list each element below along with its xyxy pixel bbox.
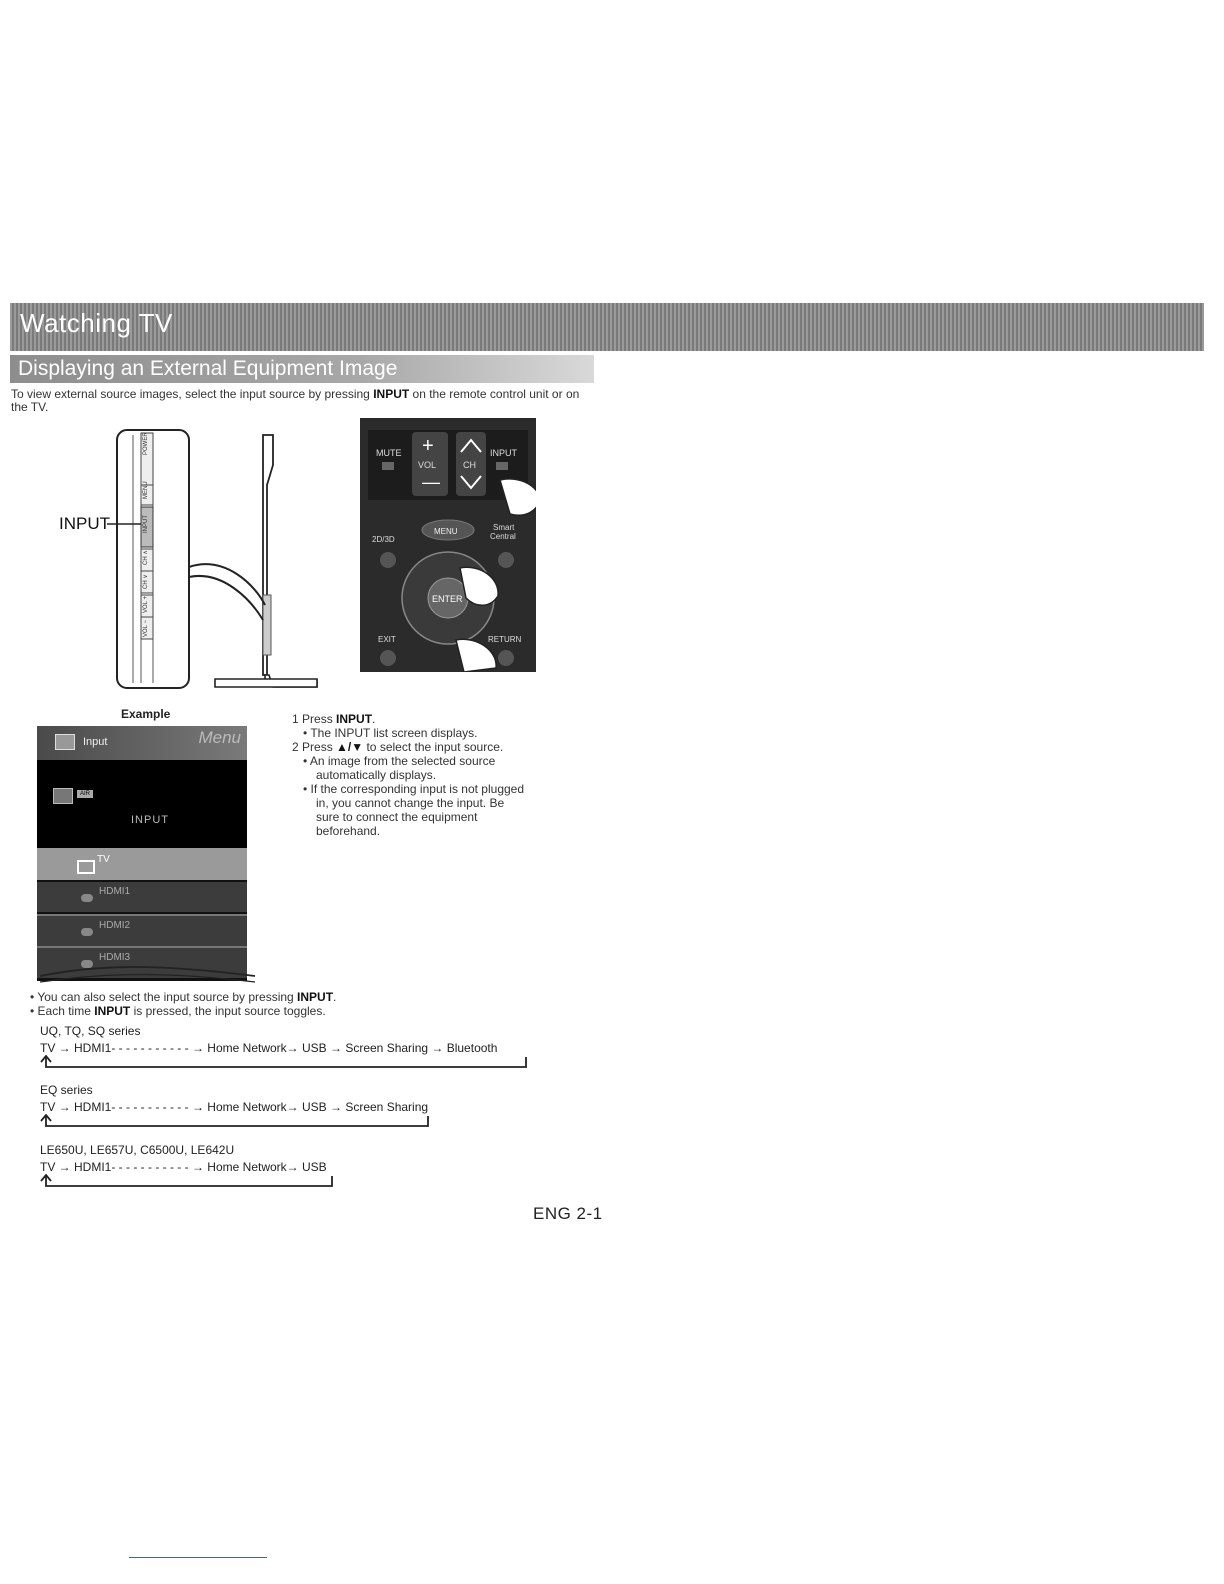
list-item-label: HDMI3 (99, 952, 131, 963)
remote-smart-label: Smart (493, 523, 515, 532)
example-label: Example (121, 707, 171, 721)
remote-illustration (360, 418, 536, 672)
loop-arrow (38, 1055, 538, 1071)
tv-button-label: VOL − (143, 620, 149, 637)
list-item[interactable] (37, 848, 247, 880)
tv-button-label: POWER (143, 432, 149, 455)
example-input-menu (37, 726, 247, 981)
remote-mute-button (382, 462, 394, 470)
remote-ch-label: CH (463, 460, 476, 470)
remote-enter-label: ENTER (432, 594, 463, 604)
remote-vol-label: VOL (418, 460, 437, 470)
tv-button-label: CH ∧ (143, 550, 149, 565)
remote-exit-label: EXIT (378, 635, 396, 644)
step-1: 1 Press INPUT. (292, 712, 376, 726)
step-2-note-cont: sure to connect the equipment (316, 810, 478, 824)
page-number: ENG 2-1 (533, 1204, 603, 1223)
series-name: UQ, TQ, SQ series (40, 1024, 141, 1038)
menu-header (37, 726, 247, 760)
list-item[interactable] (37, 882, 247, 912)
hdmi-icon (81, 894, 93, 902)
section-title: Displaying an External Equipment Image (18, 357, 398, 380)
hdmi-icon (81, 928, 93, 936)
input-icon (53, 788, 73, 804)
series-flow: TV → HDMI1- - - - - - - - - - - → Home Network→ USB (40, 1160, 327, 1174)
tv-button-label: INPUT (143, 515, 149, 533)
input-menu-icon (55, 734, 75, 750)
torn-edge (40, 962, 260, 986)
series-flow: TV → HDMI1- - - - - - - - - - - → Home Network→ USB → Screen Sharing → Bluetooth (40, 1041, 498, 1055)
note: • Each time INPUT is pressed, the input source toggles. (30, 1004, 326, 1018)
step-2: 2 Press ▲/▼ to select the input source. (292, 740, 504, 754)
svg-text:+: + (422, 435, 434, 457)
steps-list (292, 712, 572, 838)
tv-button-label: MENU (143, 481, 149, 499)
chapter-title: Watching TV (20, 308, 173, 338)
tv-side-illustration (55, 425, 335, 695)
remote-return-label: RETURN (488, 635, 522, 644)
air-badge: AIR (77, 790, 93, 798)
tv-button-label: VOL + (143, 596, 149, 613)
series-flow: TV → HDMI1- - - - - - - - - - - → Home Network→ USB → Screen Sharing (40, 1100, 429, 1114)
step-2-note: • If the corresponding input is not plugged (303, 782, 525, 796)
remote-input-button (496, 462, 508, 470)
list-item[interactable] (37, 914, 247, 946)
tv-button-label: CH ∨ (143, 574, 149, 589)
footer-link-underline[interactable] (129, 1557, 267, 1558)
series-name: EQ series (40, 1083, 93, 1097)
remote-mute-label: MUTE (376, 448, 402, 458)
note: • You can also select the input source by pressing INPUT. (30, 990, 337, 1004)
step-1-note: • The INPUT list screen displays. (303, 726, 478, 740)
loop-arrow (38, 1174, 358, 1190)
remote-2d3d-label: 2D/3D (372, 535, 395, 544)
list-item-label: HDMI2 (99, 920, 131, 931)
step-2-note-cont: in, you cannot change the input. Be (316, 796, 505, 810)
series-name: LE650U, LE657U, C6500U, LE642U (40, 1143, 235, 1157)
intro-paragraph: To view external source images, select the input source by pressing INPUT on the remote control unit or on the TV. (11, 387, 580, 414)
input-callout: INPUT (59, 514, 110, 533)
remote-central-label: Central (490, 532, 516, 541)
loop-arrow (38, 1114, 458, 1130)
remote-input-label: INPUT (490, 448, 517, 458)
chapter-banner (10, 303, 1204, 351)
menu-header-label: Input (83, 736, 108, 748)
remote-menu-label: MENU (434, 527, 458, 536)
input-preview (37, 760, 247, 848)
menu-word: Menu (198, 728, 241, 747)
notes-list (30, 990, 590, 1018)
list-item-label: TV (97, 854, 110, 865)
step-2-note: • An image from the selected source (303, 754, 496, 768)
input-preview-label: INPUT (131, 814, 169, 826)
tv-icon (77, 860, 95, 874)
step-2-note-cont: automatically displays. (316, 768, 437, 782)
svg-text:—: — (422, 472, 440, 492)
list-item-label: HDMI1 (99, 886, 131, 897)
step-2-note-cont: beforehand. (316, 824, 381, 838)
